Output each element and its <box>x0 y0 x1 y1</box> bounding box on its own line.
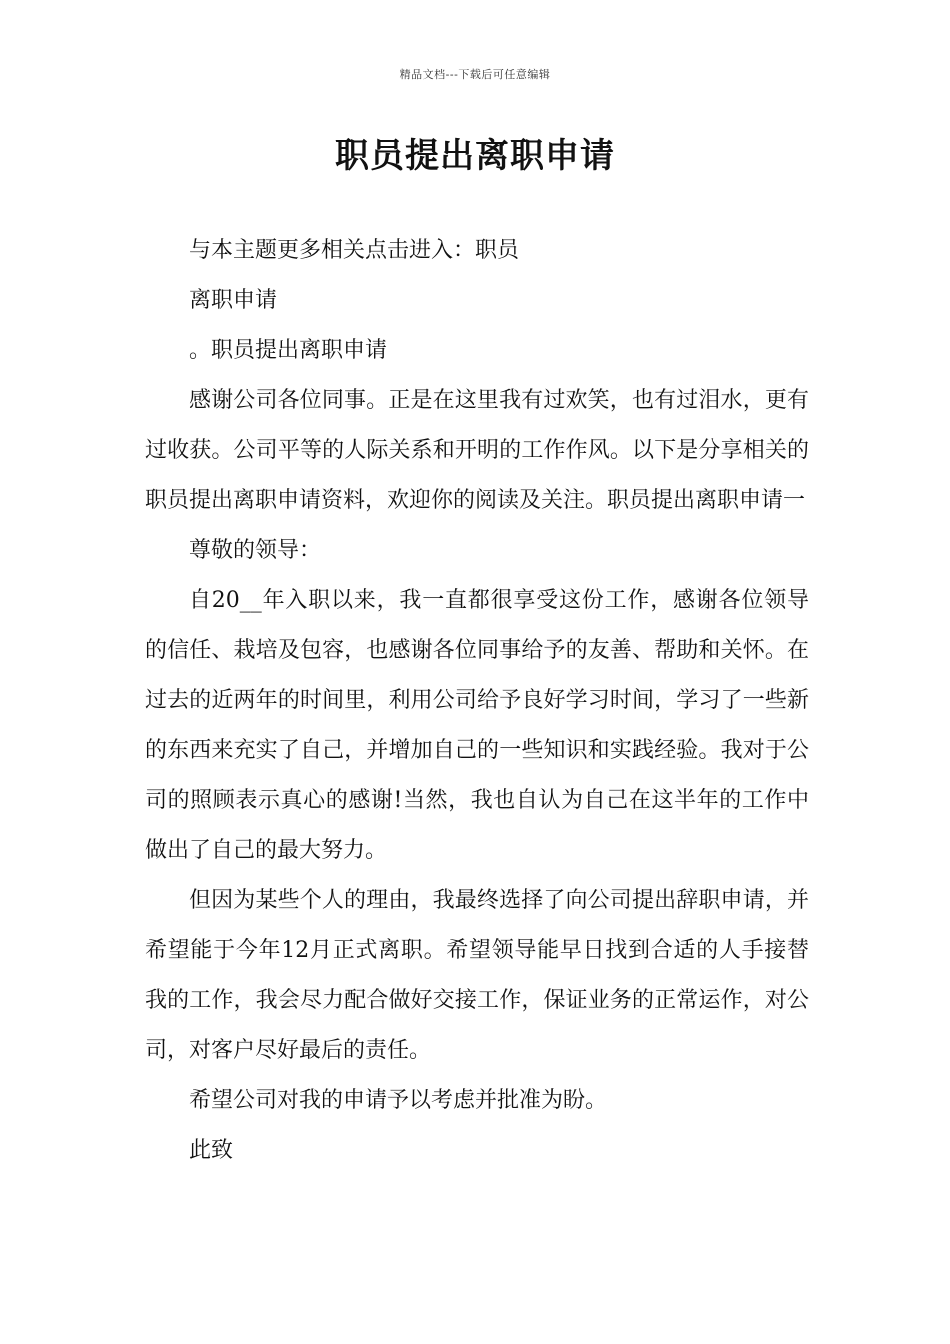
page-title: 职员提出离职申请 <box>335 136 615 176</box>
paragraph-intro: 感谢公司各位同事。正是在这里我有过欢笑，也有过泪水，更有过收获。公司平等的人际关系和开明的工作作风。以下是分享相关的职员提出离职申请资料，欢迎你的阅读及关注。职员提出离职申请一 <box>145 388 809 513</box>
paragraph-salutation: 尊敬的领导： <box>189 538 322 563</box>
paragraph-body-2: 但因为某些个人的理由，我最终选择了向公司提出辞职申请，并希望能于今年12月正式离职。希望领导能早日找到合适的人手接替我的工作，我会尽力配合做好交接工作，保证业务的正常运作，对公司，对客户尽好最后的责任。 <box>145 888 809 1063</box>
paragraph-body-1: 自20__年入职以来，我一直都很享受这份工作，感谢各位领导的信任、栽培及包容，也感谢各位同事给予的友善、帮助和关怀。在过去的近两年的时间里，利用公司给予良好学习时间，学习了一些新的东西来充实了自己，并增加自己的一些知识和实践经验。我对于公司的照顾表示真心的感谢!当然，我也自认为自己在这半年的工作中做出了自己的最大努力。 <box>145 588 809 863</box>
header-note: 精品文档---下载后可任意编辑 <box>399 68 551 81</box>
document-body <box>145 226 809 1176</box>
paragraph-topic-link-continued: 离职申请 <box>189 288 278 313</box>
paragraph-closing: 此致 <box>189 1138 234 1163</box>
paragraph-request: 希望公司对我的申请予以考虑并批准为盼。 <box>189 1088 608 1113</box>
paragraph-topic-link: 与本主题更多相关点击进入：职员 <box>189 238 520 263</box>
paragraph-subtitle: 。职员提出离职申请 <box>189 338 388 363</box>
